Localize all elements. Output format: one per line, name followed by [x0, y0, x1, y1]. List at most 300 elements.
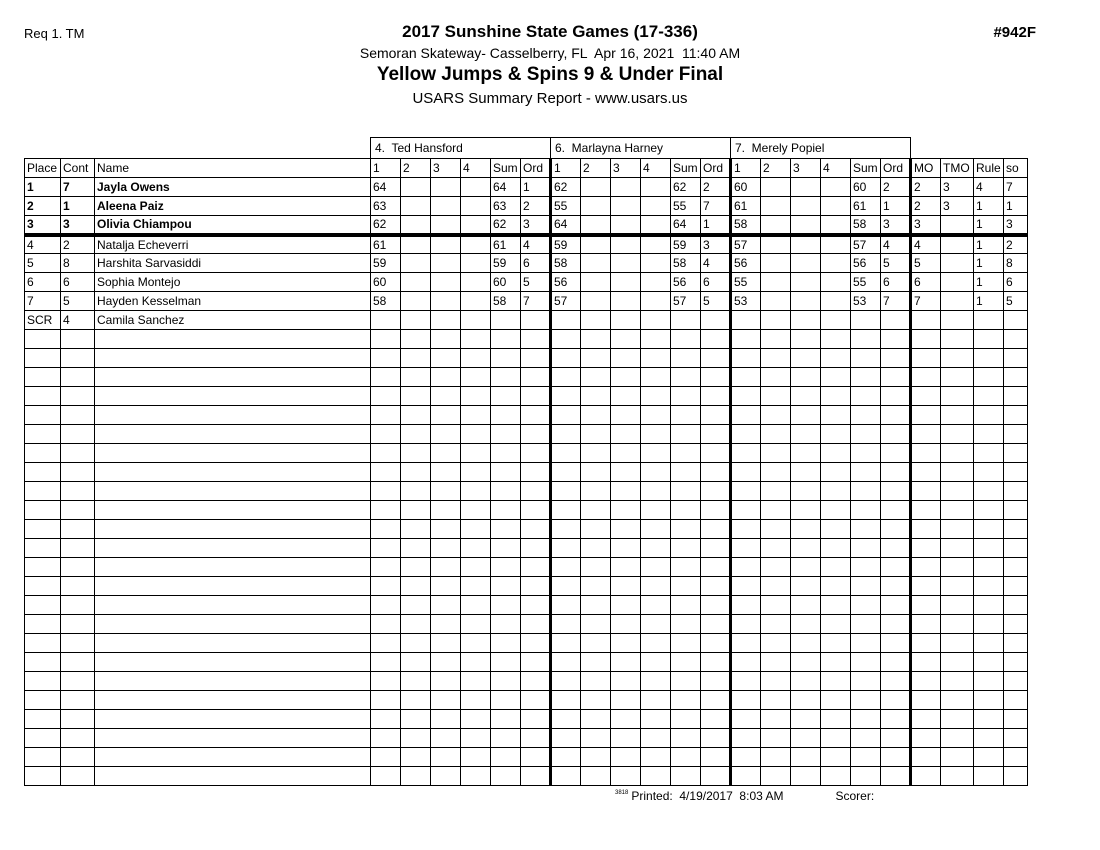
ord-cell: 2	[881, 178, 911, 197]
rule-cell	[974, 558, 1004, 577]
cont-cell	[61, 634, 95, 653]
rule-cell: 1	[974, 292, 1004, 311]
sum-cell	[851, 558, 881, 577]
ord-cell	[701, 729, 731, 748]
score-cell	[791, 254, 821, 273]
score-cell	[821, 596, 851, 615]
ord-cell	[521, 691, 551, 710]
score-cell	[821, 311, 851, 330]
score-cell	[461, 235, 491, 254]
ord-cell	[701, 558, 731, 577]
tmo-cell	[941, 748, 974, 767]
tmo-cell	[941, 577, 974, 596]
col-header-judge1-sum: Sum	[491, 159, 521, 178]
col-header-judge1-score4: 4	[461, 159, 491, 178]
score-cell	[401, 311, 431, 330]
ord-cell	[701, 311, 731, 330]
judge-header-row	[25, 138, 1028, 159]
so-cell	[1004, 729, 1028, 748]
score-cell	[791, 235, 821, 254]
score-cell	[761, 501, 791, 520]
score-cell	[461, 748, 491, 767]
place-cell	[25, 501, 61, 520]
sum-cell	[671, 558, 701, 577]
score-cell	[641, 577, 671, 596]
sum-cell	[491, 520, 521, 539]
report-title: USARS Summary Report - www.usars.us	[412, 90, 688, 107]
score-cell	[821, 216, 851, 235]
ord-cell	[521, 672, 551, 691]
score-cell	[611, 273, 641, 292]
score-cell	[611, 558, 641, 577]
tmo-cell	[941, 710, 974, 729]
sum-cell: 58	[491, 292, 521, 311]
score-cell	[791, 368, 821, 387]
score-cell: 62	[551, 178, 581, 197]
score-cell	[791, 273, 821, 292]
tmo-cell	[941, 311, 974, 330]
empty-row	[25, 330, 1028, 349]
place-cell: 4	[25, 235, 61, 254]
score-cell	[791, 216, 821, 235]
ord-cell	[521, 729, 551, 748]
score-cell: 60	[371, 273, 401, 292]
sum-cell	[671, 615, 701, 634]
score-cell	[551, 406, 581, 425]
score-cell	[371, 406, 401, 425]
score-cell	[581, 691, 611, 710]
tmo-cell	[941, 672, 974, 691]
mo-cell: 2	[911, 197, 941, 216]
score-cell	[821, 634, 851, 653]
score-cell	[551, 748, 581, 767]
score-cell	[551, 672, 581, 691]
score-cell	[461, 520, 491, 539]
sum-cell	[671, 729, 701, 748]
name-cell	[95, 425, 371, 444]
score-cell	[401, 710, 431, 729]
score-cell	[431, 482, 461, 501]
score-cell	[371, 349, 401, 368]
ord-cell	[521, 748, 551, 767]
mo-cell	[911, 767, 941, 786]
so-cell	[1004, 634, 1028, 653]
mo-cell	[911, 387, 941, 406]
sum-cell: 56	[851, 254, 881, 273]
sum-cell	[671, 748, 701, 767]
table-row	[25, 178, 1028, 197]
score-cell	[731, 501, 761, 520]
score-cell	[431, 330, 461, 349]
sum-cell	[671, 539, 701, 558]
score-cell	[371, 691, 401, 710]
col-header-rule: Rule	[974, 159, 1004, 178]
col-header-place: Place	[25, 159, 61, 178]
ord-cell	[701, 691, 731, 710]
cont-cell: 6	[61, 273, 95, 292]
score-cell	[611, 482, 641, 501]
score-cell	[461, 330, 491, 349]
score-cell	[791, 691, 821, 710]
mo-cell: 2	[911, 178, 941, 197]
name-cell	[95, 748, 371, 767]
score-cell	[641, 520, 671, 539]
score-cell	[821, 444, 851, 463]
so-cell	[1004, 387, 1028, 406]
score-cell	[641, 634, 671, 653]
mo-cell: 3	[911, 216, 941, 235]
so-cell	[1004, 311, 1028, 330]
score-cell	[371, 729, 401, 748]
score-cell	[731, 520, 761, 539]
cont-cell	[61, 596, 95, 615]
ord-cell	[881, 463, 911, 482]
rule-cell: 1	[974, 216, 1004, 235]
score-cell	[371, 710, 401, 729]
ord-cell: 3	[521, 216, 551, 235]
ord-cell	[881, 330, 911, 349]
score-cell	[821, 767, 851, 786]
score-cell	[731, 368, 761, 387]
ord-cell	[881, 653, 911, 672]
score-cell	[821, 615, 851, 634]
score-cell: 53	[731, 292, 761, 311]
score-cell	[461, 463, 491, 482]
score-cell	[791, 767, 821, 786]
name-cell	[95, 615, 371, 634]
place-cell: 2	[25, 197, 61, 216]
score-cell	[461, 539, 491, 558]
score-cell	[761, 197, 791, 216]
ord-cell	[701, 748, 731, 767]
score-cell	[461, 292, 491, 311]
tmo-cell	[941, 539, 974, 558]
col-header-name: Name	[95, 159, 371, 178]
score-cell	[371, 577, 401, 596]
score-cell	[611, 444, 641, 463]
ord-cell: 7	[701, 197, 731, 216]
score-cell	[641, 463, 671, 482]
ord-cell	[881, 729, 911, 748]
sum-cell	[851, 577, 881, 596]
ord-cell: 4	[521, 235, 551, 254]
score-cell	[791, 387, 821, 406]
score-cell	[551, 710, 581, 729]
ord-cell	[701, 463, 731, 482]
score-cell	[551, 577, 581, 596]
ord-cell	[521, 577, 551, 596]
doc-number: #942F	[993, 24, 1036, 41]
table-row	[25, 216, 1028, 235]
req-label: Req 1. TM	[24, 26, 85, 41]
so-cell: 5	[1004, 292, 1028, 311]
score-cell	[401, 292, 431, 311]
score-cell	[551, 558, 581, 577]
score-cell	[431, 691, 461, 710]
col-header-judge1-score1: 1	[371, 159, 401, 178]
sum-cell: 62	[491, 216, 521, 235]
rule-cell	[974, 767, 1004, 786]
score-cell	[581, 330, 611, 349]
score-cell	[791, 501, 821, 520]
score-cell: 61	[371, 235, 401, 254]
empty-row	[25, 691, 1028, 710]
score-cell	[551, 615, 581, 634]
score-cell	[461, 482, 491, 501]
sum-cell	[671, 710, 701, 729]
score-cell	[761, 482, 791, 501]
score-cell	[431, 672, 461, 691]
score-cell	[581, 539, 611, 558]
score-cell	[641, 672, 671, 691]
ord-cell	[881, 767, 911, 786]
score-cell	[581, 216, 611, 235]
tmo-cell	[941, 501, 974, 520]
ord-cell	[521, 653, 551, 672]
score-cell	[611, 178, 641, 197]
so-cell	[1004, 444, 1028, 463]
score-cell	[461, 558, 491, 577]
score-cell	[611, 311, 641, 330]
score-cell	[581, 748, 611, 767]
name-cell: Sophia Montejo	[95, 273, 371, 292]
score-cell	[461, 197, 491, 216]
name-cell	[95, 330, 371, 349]
empty-row	[25, 406, 1028, 425]
tmo-cell	[941, 254, 974, 273]
tmo-cell	[941, 216, 974, 235]
empty-row	[25, 577, 1028, 596]
ord-cell	[521, 539, 551, 558]
score-cell	[641, 197, 671, 216]
name-cell	[95, 520, 371, 539]
score-cell: 59	[371, 254, 401, 273]
score-cell	[731, 482, 761, 501]
rule-cell: 4	[974, 178, 1004, 197]
score-cell	[791, 653, 821, 672]
cont-cell	[61, 349, 95, 368]
place-cell	[25, 368, 61, 387]
place-cell: 5	[25, 254, 61, 273]
so-cell	[1004, 767, 1028, 786]
score-cell	[611, 501, 641, 520]
score-cell	[791, 349, 821, 368]
mo-cell: 4	[911, 235, 941, 254]
ord-cell	[881, 368, 911, 387]
score-cell	[611, 634, 641, 653]
score-cell	[581, 672, 611, 691]
empty-row	[25, 767, 1028, 786]
score-cell	[791, 615, 821, 634]
sum-cell: 62	[671, 178, 701, 197]
score-cell	[791, 292, 821, 311]
so-cell	[1004, 748, 1028, 767]
score-cell	[641, 767, 671, 786]
report-footer	[615, 789, 1100, 803]
cont-cell	[61, 615, 95, 634]
score-cell: 59	[551, 235, 581, 254]
ord-cell	[521, 558, 551, 577]
score-cell	[611, 254, 641, 273]
name-cell: Aleena Paiz	[95, 197, 371, 216]
so-cell: 1	[1004, 197, 1028, 216]
ord-cell: 2	[701, 178, 731, 197]
so-cell	[1004, 425, 1028, 444]
tmo-cell	[941, 596, 974, 615]
score-cell	[611, 387, 641, 406]
sum-cell: 58	[671, 254, 701, 273]
sum-cell	[851, 330, 881, 349]
sum-cell	[491, 767, 521, 786]
place-cell	[25, 444, 61, 463]
score-cell: 57	[731, 235, 761, 254]
ord-cell	[701, 368, 731, 387]
score-cell	[791, 444, 821, 463]
score-cell	[731, 444, 761, 463]
score-cell: 64	[551, 216, 581, 235]
score-cell	[731, 425, 761, 444]
table-row	[25, 292, 1028, 311]
score-cell: 64	[371, 178, 401, 197]
so-cell	[1004, 349, 1028, 368]
score-cell	[791, 482, 821, 501]
score-cell	[431, 349, 461, 368]
score-cell	[431, 292, 461, 311]
sum-cell	[671, 691, 701, 710]
score-cell	[551, 596, 581, 615]
score-cell: 58	[371, 292, 401, 311]
col-header-judge3-sum: Sum	[851, 159, 881, 178]
score-cell	[401, 558, 431, 577]
score-cell	[401, 729, 431, 748]
sum-cell	[671, 463, 701, 482]
score-cell	[461, 672, 491, 691]
empty-row	[25, 482, 1028, 501]
score-cell	[581, 501, 611, 520]
score-cell	[641, 558, 671, 577]
name-cell	[95, 406, 371, 425]
name-cell	[95, 596, 371, 615]
event-series-title: 2017 Sunshine State Games (17-336)	[402, 22, 698, 41]
score-cell	[581, 387, 611, 406]
mo-cell	[911, 729, 941, 748]
so-cell	[1004, 653, 1028, 672]
ord-cell: 6	[701, 273, 731, 292]
score-cell	[551, 330, 581, 349]
place-cell	[25, 463, 61, 482]
table-row	[25, 235, 1028, 254]
place-cell	[25, 349, 61, 368]
score-cell	[791, 577, 821, 596]
score-cell	[581, 634, 611, 653]
score-cell	[761, 178, 791, 197]
score-cell	[401, 368, 431, 387]
col-header-judge2-ord: Ord	[701, 159, 731, 178]
sum-cell	[851, 672, 881, 691]
col-header-cont: Cont	[61, 159, 95, 178]
ord-cell	[521, 349, 551, 368]
score-cell	[401, 767, 431, 786]
score-cell	[791, 672, 821, 691]
score-cell	[821, 558, 851, 577]
score-cell	[371, 501, 401, 520]
cont-cell: 4	[61, 311, 95, 330]
score-cell	[821, 235, 851, 254]
sum-cell	[851, 406, 881, 425]
score-cell	[731, 748, 761, 767]
score-cell	[761, 748, 791, 767]
score-cell	[731, 634, 761, 653]
mo-cell: 6	[911, 273, 941, 292]
ord-cell	[701, 387, 731, 406]
sum-cell: 61	[491, 235, 521, 254]
score-cell	[821, 520, 851, 539]
col-header-judge1-ord: Ord	[521, 159, 551, 178]
sum-cell	[851, 748, 881, 767]
name-cell: Olivia Chiampou	[95, 216, 371, 235]
score-cell	[821, 330, 851, 349]
score-cell	[731, 539, 761, 558]
score-cell	[581, 520, 611, 539]
score-cell	[401, 615, 431, 634]
score-cell	[761, 292, 791, 311]
tmo-cell	[941, 235, 974, 254]
judge-row-spacer-left	[25, 138, 371, 159]
sum-cell: 64	[491, 178, 521, 197]
score-cell	[461, 444, 491, 463]
score-cell	[641, 292, 671, 311]
sum-cell	[851, 691, 881, 710]
rule-cell	[974, 520, 1004, 539]
rule-cell	[974, 615, 1004, 634]
score-cell	[581, 425, 611, 444]
score-cell	[371, 425, 401, 444]
mo-cell: 7	[911, 292, 941, 311]
sum-cell	[491, 444, 521, 463]
score-cell	[641, 330, 671, 349]
judge-header-2: 6. Marlayna Harney	[551, 138, 731, 159]
score-cell	[461, 425, 491, 444]
tmo-cell	[941, 330, 974, 349]
cont-cell: 5	[61, 292, 95, 311]
score-cell	[461, 254, 491, 273]
sum-cell	[671, 672, 701, 691]
score-cell	[641, 691, 671, 710]
score-cell	[731, 311, 761, 330]
score-cell	[461, 710, 491, 729]
cont-cell	[61, 710, 95, 729]
ord-cell	[521, 482, 551, 501]
cont-cell	[61, 558, 95, 577]
score-cell	[581, 710, 611, 729]
score-cell	[641, 254, 671, 273]
place-cell	[25, 615, 61, 634]
col-header-judge2-score2: 2	[581, 159, 611, 178]
mo-cell	[911, 539, 941, 558]
rule-cell	[974, 368, 1004, 387]
empty-row	[25, 501, 1028, 520]
ord-cell: 1	[701, 216, 731, 235]
score-cell	[791, 406, 821, 425]
score-cell	[401, 406, 431, 425]
cont-cell	[61, 406, 95, 425]
score-cell	[371, 330, 401, 349]
place-cell	[25, 653, 61, 672]
score-cell	[461, 368, 491, 387]
footer-printed-line: Printed: 4/19/2017 8:03 AM	[631, 789, 784, 803]
sum-cell	[851, 368, 881, 387]
ord-cell	[701, 596, 731, 615]
